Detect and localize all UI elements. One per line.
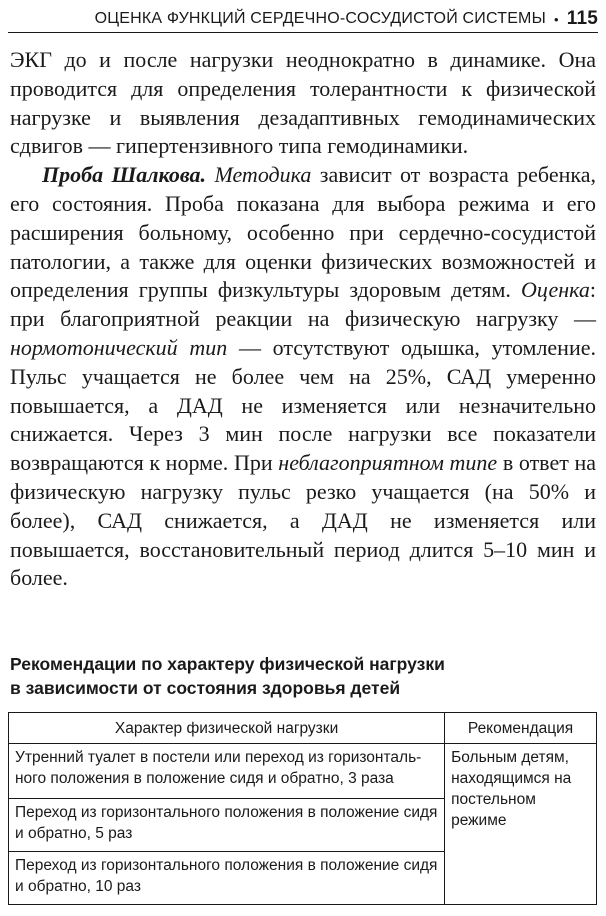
body-text xyxy=(10,46,596,593)
recommendations-table xyxy=(8,712,597,905)
unfavorable-label: неблагоприятном типе xyxy=(278,450,498,476)
test-term: Проба Шалкова. xyxy=(42,162,207,188)
unfavorable-text: в ответ на физическую нагрузку пульс резко учащается (на 50% и более), САД снижается, а ДАД не изменяется или повышается, восстановительный период длится 5–10 мин и более. xyxy=(10,450,597,591)
normotonic-label: нормотонический тип xyxy=(10,334,228,360)
table-header-row xyxy=(9,713,597,744)
column-header-recommendation: Рекомендация xyxy=(445,713,597,744)
section-title-line1: Рекомендации по характеру физической нагрузки xyxy=(10,654,445,674)
paragraph-ecg: ЭКГ до и после нагрузки неоднократно в динамике. Она проводится для определения толерантности к физической нагрузке и выявления дезадаптивных гемодинамических сдвигов — гипертензивного типа гемодинамики. xyxy=(10,47,596,159)
running-head xyxy=(8,6,598,33)
normotonic-text: — отсутствуют одышка, утомление. Пульс учащается не более чем на 25%, САД умеренно повышается, а ДАД не изменяется или незначительно снижается. Через 3 мин после нагрузки все показатели возвращаются к норме. При xyxy=(10,334,596,476)
bullet-icon: • xyxy=(553,11,559,27)
evaluation-label: Оценка xyxy=(521,277,590,303)
evaluation-text: : при благоприятной реакции на физическую нагрузку — xyxy=(10,277,596,332)
running-head-title: ОЦЕНКА ФУНКЦИЙ СЕРДЕЧНО-СОСУДИСТОЙ СИСТЕМЫ xyxy=(94,10,546,27)
method-label: Методика xyxy=(214,162,312,188)
table-cell-recommendation: Больным детям, находящимся на постельном режиме xyxy=(445,744,597,905)
table-cell-load: Утренний туалет в постели или переход из горизонтального положения в положение сидя и обратно, 3 раза xyxy=(9,744,445,799)
method-text: зависит от возраста ребенка, его состояния. Проба показана для выбора режима и его расширения больному, особенно при сердечно-сосудистой патологии, а также для оценки физических возможностей и определения группы физкультуры здоровым детям. xyxy=(10,162,596,303)
paragraph-shalkov-test xyxy=(10,161,596,593)
table-cell-load: Переход из горизонтального положения в положение сидя и обратно, 10 раз xyxy=(9,852,445,905)
section-title-line2: в зависимости от состояния здоровья детей xyxy=(10,678,401,698)
page-number: 115 xyxy=(566,8,598,29)
table-row xyxy=(9,744,597,799)
table-cell-load: Переход из горизонтального положения в положение сидя и обратно, 5 раз xyxy=(9,799,445,852)
section-title xyxy=(10,652,445,700)
column-header-load: Характер физической нагрузки xyxy=(9,713,445,744)
